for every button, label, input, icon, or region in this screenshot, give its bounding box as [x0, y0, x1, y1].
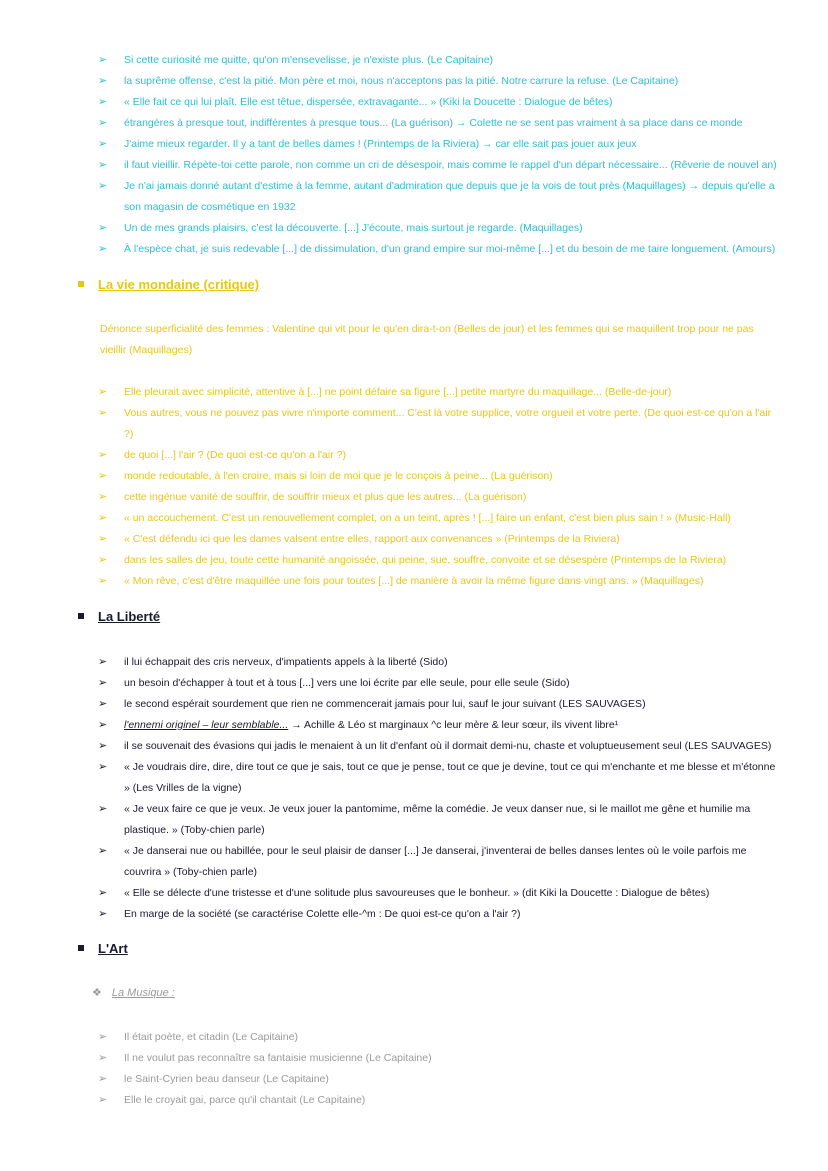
arrow-bullet-icon: ➢: [98, 180, 108, 192]
arrow-bullet-icon: ➢: [98, 575, 108, 587]
list-item: ➢ Il ne voulut pas reconnaître sa fantaisie musicienne (Le Capitaine): [0, 1048, 828, 1069]
arrow-bullet-icon: ➢: [98, 656, 108, 668]
square-bullet-icon: [78, 613, 84, 619]
list-item: ➢ cette ingénue vanité de souffrir, de souffrir mieux et plus que les autres... (La guérison): [0, 487, 828, 508]
list-item: ➢ « C'est défendu ici que les dames valsent entre elles, rapport aux convenances » (Printemps de la Riviera): [0, 529, 828, 550]
square-bullet-icon: [78, 945, 84, 951]
list-item: ➢ J'aime mieux regarder. Il y a tant de belles dames ! (Printemps de la Riviera) → car elle sait pas jouer aux jeux: [0, 134, 828, 155]
arrow-bullet-icon: ➢: [98, 512, 108, 524]
list-item: ➢ Il était poète, et citadin (Le Capitaine): [0, 1027, 828, 1048]
arrow-bullet-icon: ➢: [98, 803, 108, 815]
arrow-bullet-icon: ➢: [98, 222, 108, 234]
arrow-bullet-icon: ➢: [98, 138, 108, 150]
arrow-bullet-icon: ➢: [98, 740, 108, 752]
arrow-bullet-icon: ➢: [98, 1052, 108, 1064]
section-heading: L'Art: [78, 941, 128, 956]
arrow-bullet-icon: ➢: [98, 407, 108, 419]
list-item: ➢ « Elle se délecte d'une tristesse et d'une solitude plus savoureuses que le bonheur. » (dit Kiki la Doucette : Dialogue de bêtes): [0, 883, 828, 904]
list-item: ➢ il faut vieillir. Répète-toi cette parole, non comme un cri de désespoir, mais comme le rappel d'un départ nécessaire... (Rêverie de nouvel an): [0, 155, 828, 176]
list-item: ➢ « un accouchement. C'est un renouvellement complet, on a un teint, après ! [...] faire un enfant, c'est bien plus sain ! » (Music-Hall): [0, 508, 828, 529]
arrow-bullet-icon: ➢: [98, 75, 108, 87]
arrow-bullet-icon: ➢: [98, 449, 108, 461]
list-item: ➢ le Saint-Cyrien beau danseur (Le Capitaine): [0, 1069, 828, 1090]
arrow-bullet-icon: ➢: [98, 117, 108, 129]
arrow-bullet-icon: ➢: [98, 470, 108, 482]
list-item: ➢ un besoin d'échapper à tout et à tous [...] vers une loi écrite par elle seule, pour elle seule (Sido): [0, 673, 828, 694]
square-bullet-icon: [78, 281, 84, 287]
list-item: ➢ Un de mes grands plaisirs, c'est la découverte. [...] J'écoute, mais surtout je regarde. (Maquillages): [0, 218, 828, 239]
arrow-bullet-icon: ➢: [98, 1073, 108, 1085]
list-item: ➢ l'ennemi originel – leur semblable... → Achille & Léo st marginaux ^c leur mère & leur sœur, ils vivent libre¹: [0, 715, 828, 736]
arrow-bullet-icon: ➢: [98, 719, 108, 731]
arrow-bullet-icon: ➢: [98, 96, 108, 108]
list-item: ➢ il lui échappait des cris nerveux, d'impatients appels à la liberté (Sido): [0, 652, 828, 673]
list-item: ➢ Je n'ai jamais donné autant d'estime à la femme, autant d'admiration que depuis que je la vois de tout près (Maquillages) → depuis qu'elle a son magasin de cosmétique en 1932: [0, 176, 828, 218]
list-item: ➢ Elle pleurait avec simplicité, attentive à [...] ne point défaire sa figure [...] petite martyre du maquillage... (Belle-de-jour): [0, 382, 828, 403]
list-item: ➢ En marge de la société (se caractérise Colette elle-^m : De quoi est-ce qu'on a l'air ?): [0, 904, 828, 925]
list-item: ➢ « Elle fait ce qui lui plaît. Elle est têtue, dispersée, extravagante... » (Kiki la Doucette : Dialogue de bêtes): [0, 92, 828, 113]
list-item: ➢ Elle le croyait gai, parce qu'il chantait (Le Capitaine): [0, 1090, 828, 1111]
list-item: ➢ le second espérait sourdement que rien ne commencerait jamais pour lui, sauf le jour suivant (LES SAUVAGES): [0, 694, 828, 715]
arrow-bullet-icon: ➢: [98, 533, 108, 545]
list-item: ➢ Vous autres, vous ne pouvez pas vivre n'importe comment... C'est là votre supplice, votre orgueil et votre perte. (De quoi est-ce qu'on a l'air ?): [0, 403, 828, 445]
arrow-bullet-icon: ➢: [98, 1031, 108, 1043]
arrow-bullet-icon: ➢: [98, 386, 108, 398]
list-item: ➢ étrangères à presque tout, indifférentes à presque tous... (La guérison) → Colette ne se sent pas vraiment à sa place dans ce monde: [0, 113, 828, 134]
section2-list: [0, 382, 828, 592]
arrow-bullet-icon: ➢: [98, 491, 108, 503]
list-item: ➢ Si cette curiosité me quitte, qu'on m'ensevelisse, je n'existe plus. (Le Capitaine): [0, 50, 828, 71]
list-item: ➢ dans les salles de jeu, toute cette humanité angoissée, qui peine, sue, souffre, convoite et se désespère (Printemps de la Riviera): [0, 550, 828, 571]
subsection-heading: ❖ La Musique :: [92, 987, 175, 999]
italic-quote: l'ennemi originel – leur semblable...: [124, 719, 289, 731]
list-item: ➢ « Mon rêve, c'est d'être maquillée une fois pour toutes [...] de manière à avoir la même figure dans vingt ans. » (Maquillages): [0, 571, 828, 592]
section-heading: La vie mondaine (critique): [78, 277, 259, 292]
list-item: ➢ monde redoutable, à l'en croire, mais si loin de moi que je le conçois à peine... (La guérison): [0, 466, 828, 487]
arrow-bullet-icon: ➢: [98, 159, 108, 171]
list-item: ➢ À l'espèce chat, je suis redevable [...] de dissimulation, d'un grand empire sur moi-même [...] et du besoin de me taire longuement. (Amours): [0, 239, 828, 260]
arrow-bullet-icon: ➢: [98, 698, 108, 710]
arrow-bullet-icon: ➢: [98, 554, 108, 566]
list-item: ➢ il se souvenait des évasions qui jadis le menaient à un lit d'enfant où il dormait demi-nu, chaste et voluptueusement seul (LES SAUVAGES): [0, 736, 828, 757]
diamond-bullet-icon: ❖: [92, 987, 102, 999]
list-item: ➢ la suprême offense, c'est la pitié. Mon père et moi, nous n'acceptons pas la pitié. Notre carrure la refuse. (Le Capitaine): [0, 71, 828, 92]
section-intro: Dénonce superficialité des femmes : Valentine qui vit pour le qu'en dira-t-on (Belles de jour) et les femmes qui se maquillent trop pour ne pas vieillir (Maquillages): [100, 323, 754, 356]
arrow-bullet-icon: ➢: [98, 908, 108, 920]
list-item: ➢ « Je danserai nue ou habillée, pour le seul plaisir de danser [...] Je danserai, j'inventerai de belles danses lentes où le voile parfois me couvrira » (Toby-chien parle): [0, 841, 828, 883]
section3-list: [0, 652, 828, 925]
section4-list: [0, 1027, 828, 1111]
list-item: ➢ « Je veux faire ce que je veux. Je veux jouer la pantomime, même la comédie. Je veux danser nue, si le maillot me gêne et humilie ma plastique. » (Toby-chien parle): [0, 799, 828, 841]
arrow-bullet-icon: ➢: [98, 845, 108, 857]
arrow-bullet-icon: ➢: [98, 54, 108, 66]
section-heading: La Liberté: [78, 609, 160, 624]
arrow-bullet-icon: ➢: [98, 243, 108, 255]
arrow-bullet-icon: ➢: [98, 761, 108, 773]
list-item: ➢ « Je voudrais dire, dire, dire tout ce que je sais, tout ce que je pense, tout ce que je devine, tout ce qui m'enchante et me blesse et m'étonne » (Les Vrilles de la vigne): [0, 757, 828, 799]
list-item: ➢ de quoi [...] l'air ? (De quoi est-ce qu'on a l'air ?): [0, 445, 828, 466]
arrow-bullet-icon: ➢: [98, 1094, 108, 1106]
section1-list: [0, 50, 828, 260]
arrow-bullet-icon: ➢: [98, 677, 108, 689]
arrow-bullet-icon: ➢: [98, 887, 108, 899]
